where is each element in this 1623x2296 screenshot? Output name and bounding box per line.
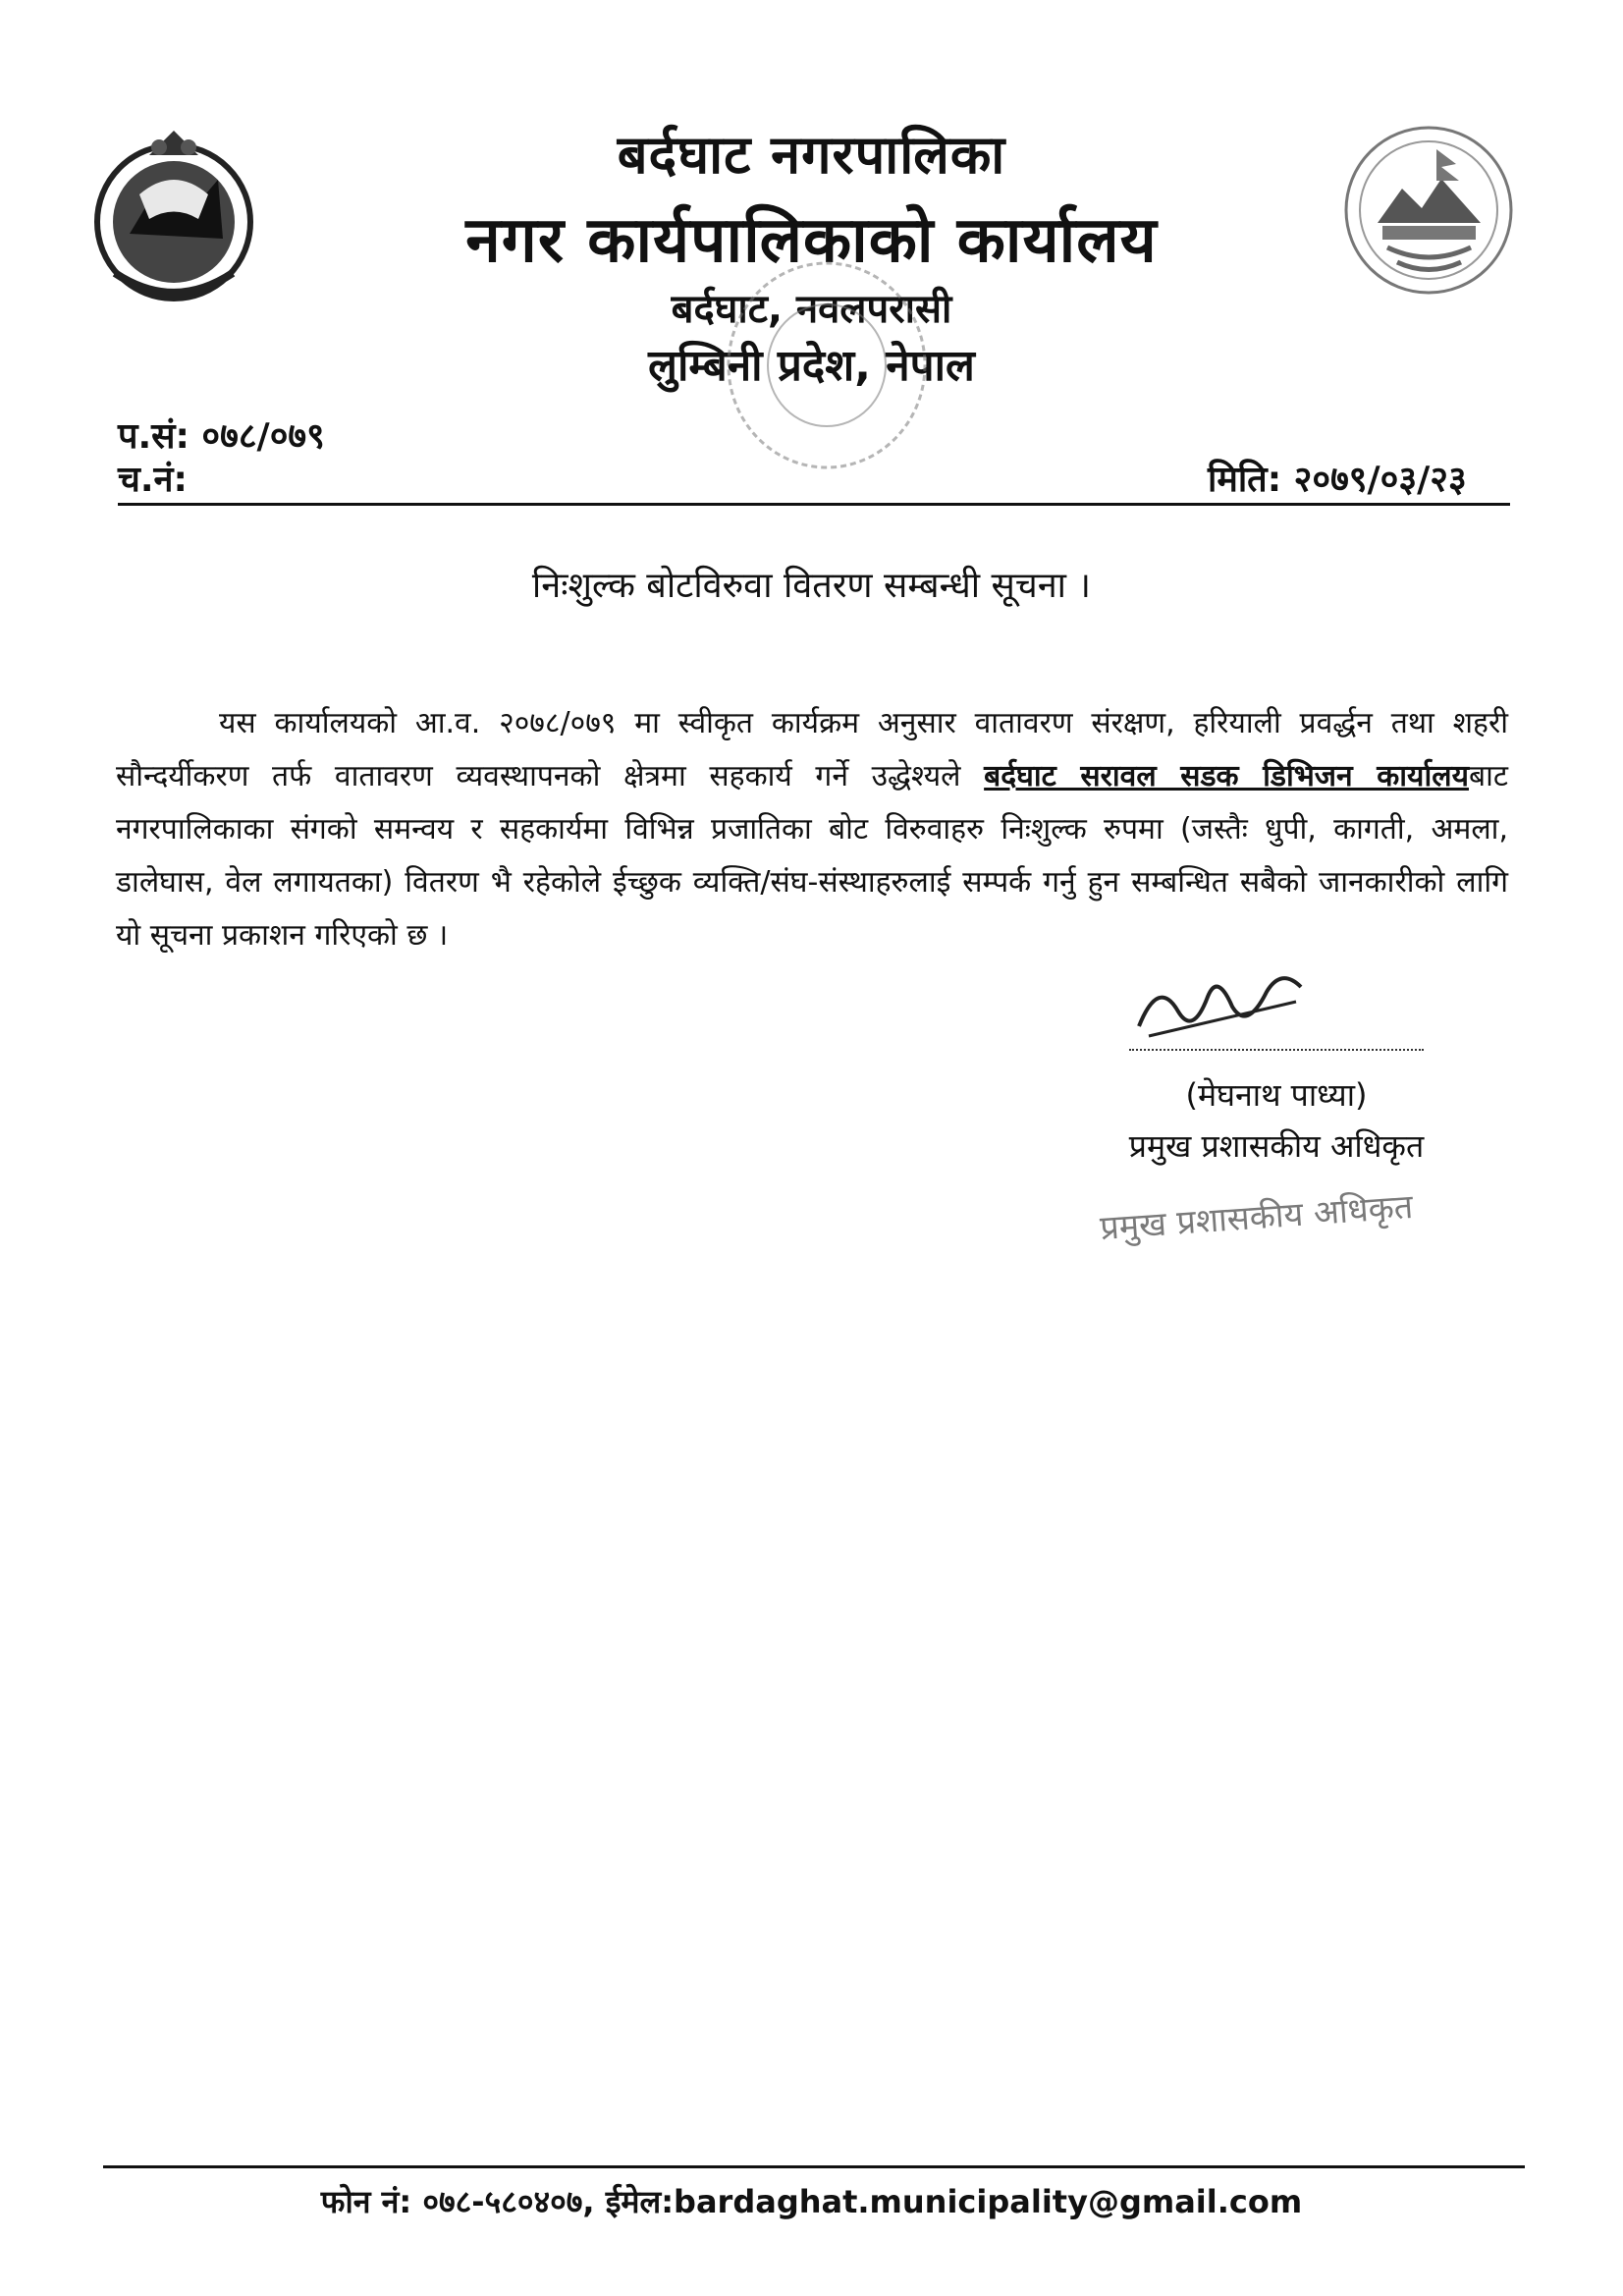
office-seal-stamp — [722, 257, 933, 473]
address-line2: लुम्बिनी प्रदेश, नेपाल — [648, 341, 975, 391]
body-text-part2: बाट नगरपालिकाका संगको समन्वय र सहकार्यमा विभिन्न प्रजातिका बोट विरुवाहरु निःशुल्क रुपमा (जस्तैः धुपी, कागती, अमला, डालेघास, वेल लगायतका) वितरण भै रहेकोले ईच्छुक व्यक्ति/संघ-संस्थाहरुलाई सम्पर्क गर्नु हुन सम्बन्धित सबैको जानकारीको लागि यो सूचना प्रकाशन गरिएको छ । — [116, 759, 1508, 953]
footer-contact: फोन नं: ०७८-५८०४०७, ईमेल:bardaghat.municipality@gmail.com — [320, 2183, 1303, 2220]
signatory-title: प्रमुख प्रशासकीय अधिकृत — [1128, 1127, 1425, 1165]
office-subtitle: नगर कार्यपालिकाको कार्यालय — [465, 204, 1158, 277]
signatory-name: (मेघनाथ पाध्या) — [1185, 1076, 1368, 1114]
body-text-part1: यस कार्यालयको आ.व. २०७८/०७९ मा स्वीकृत कार्यक्रम अनुसार वातावरण संरक्षण, हरियाली प्रवर्द्धन तथा शहरी सौन्दर्यीकरण तर्फ वातावरण व्यवस्थापनको क्षेत्रमा सहकार्य गर्ने उद्धेश्यले — [116, 706, 1508, 793]
signature-mark — [1119, 957, 1316, 1051]
notice-subject: निःशुल्क बोटविरुवा वितरण सम्बन्धी सूचना । — [531, 566, 1092, 606]
header-divider — [118, 503, 1510, 506]
document-date: मिति: २०७९/०३/२३ — [1208, 460, 1467, 500]
reference-number: प.सं: ०७८/०७९ — [118, 416, 325, 457]
title-stamp: प्रमुख प्रशासकीय अधिकृत — [1099, 1186, 1415, 1249]
dispatch-number: च.नं: — [118, 460, 188, 500]
address-line1: बर्दघाट, नवलपरासी — [671, 287, 952, 332]
footer-divider — [103, 2165, 1525, 2168]
signature-line — [1129, 1049, 1424, 1051]
notice-body — [116, 697, 1508, 962]
body-text-highlight: बर्दघाट सरावल सडक डिभिजन कार्यालय — [984, 759, 1469, 793]
office-name: बर्दघाट नगरपालिका — [617, 124, 1006, 186]
